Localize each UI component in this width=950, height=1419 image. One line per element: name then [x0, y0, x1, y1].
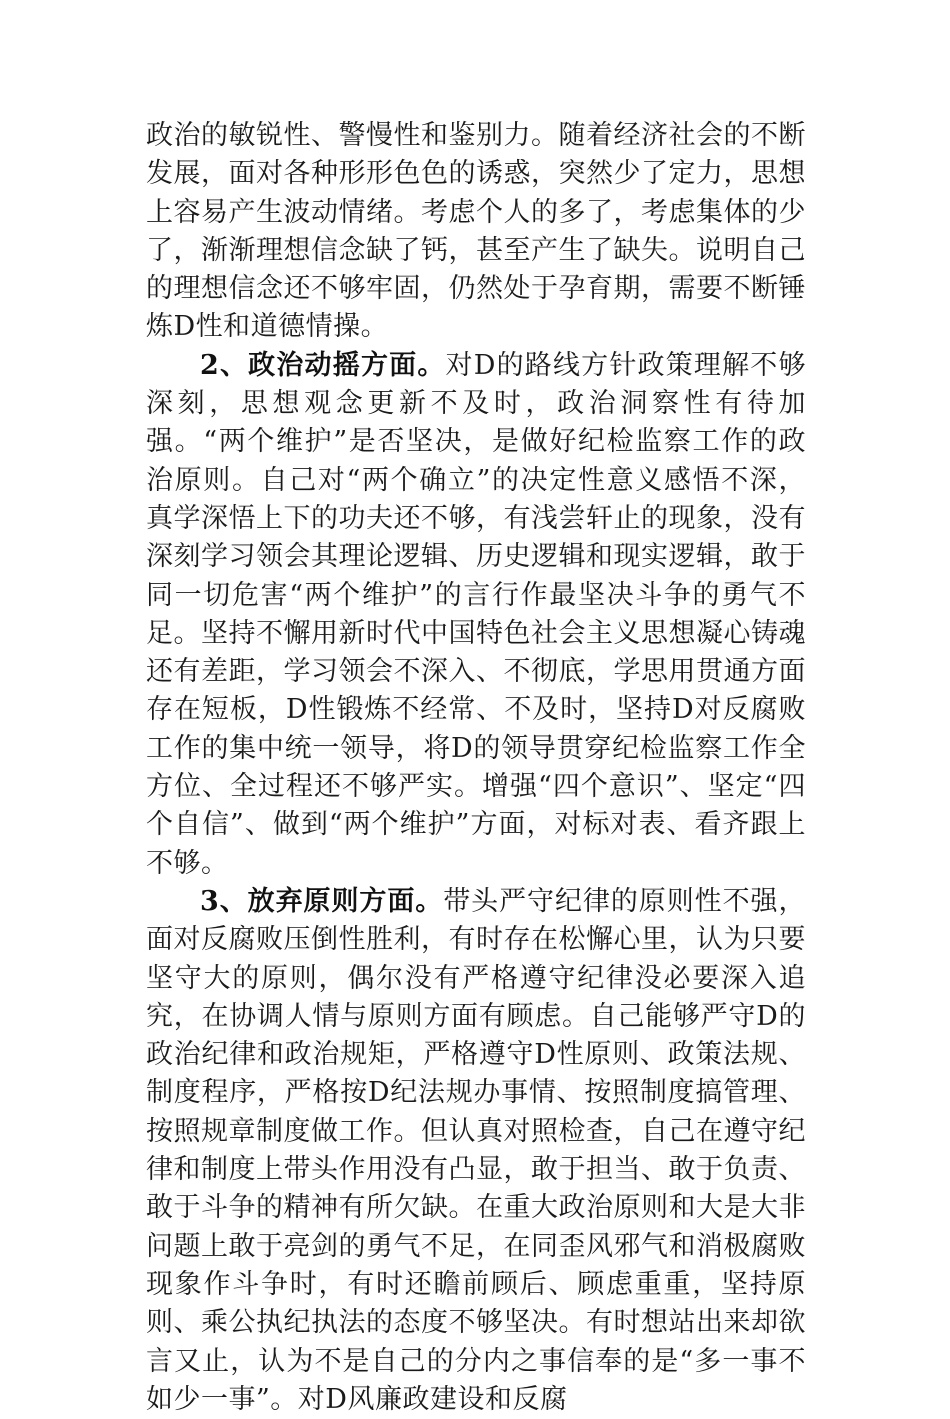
paragraph-continuation	[146, 117, 806, 347]
paragraph-body: 带头严守纪律的原则性不强，面对反腐败压倒性胜利，有时存在松懈心里，认为只要坚守大的原则，偶尔没有严格遵守纪律没必要深入追究，在协调人情与原则方面有顾虑。自己能够严守D的政治纪律和政治规矩，严格遵守D性原则、政策法规、制度程序，严格按D纪法规办事情、按照制度搞管理、按照规章制度做工作。但认真对照检查，自己在遵守纪律和制度上带头作用没有凸显，敢于担当、敢于负责、敢于斗争的精神有所欠缺。在重大政治原则和大是大非问题上敢于亮剑的勇气不足，在同歪风邪气和消极腐败现象作斗争时，有时还瞻前顾后、顾虑重重，坚持原则、乘公执纪执法的态度不够坚决。有时想站出来却欲言又止，认为不是自己的分内之事信奉的是“多一事不如少一事”。对D风廉政建设和反腐	[146, 885, 806, 1415]
paragraph-heading: 2、政治动摇方面。	[200, 349, 446, 381]
paragraph-abandon-principles	[146, 883, 806, 1419]
paragraph-heading: 3、放弃原则方面。	[200, 885, 444, 917]
document-body	[146, 117, 806, 1419]
paragraph-political-wavering	[146, 347, 806, 883]
paragraph-body: 对D的路线方针政策理解不够深刻，思想观念更新不及时，政治洞察性有待加强。“两个维护”是否坚决，是做好纪检监察工作的政治原则。自己对“两个确立”的决定性意义感悟不深，真学深悟上下的功夫还不够，有浅尝轩止的现象，没有深刻学习领会其理论逻辑、历史逻辑和现实逻辑，敢于同一切危害“两个维护”的言行作最坚决斗争的勇气不足。坚持不懈用新时代中国特色社会主义思想凝心铸魂还有差距，学习领会不深入、不彻底，学思用贯通方面存在短板，D性锻炼不经常、不及时，坚持D对反腐败工作的集中统一领导，将D的领导贯穿纪检监察工作全方位、全过程还不够严实。增强“四个意识”、坚定“四个自信”、做到“两个维护”方面，对标对表、看齐跟上不够。	[146, 349, 806, 879]
paragraph-body: 政治的敏锐性、警慢性和鉴别力。随着经济社会的不断发展，面对各种形形色色的诱惑，突然少了定力，思想上容易产生波动情绪。考虑个人的多了，考虑集体的少了，渐渐理想信念缺了钙，甚至产生了缺失。说明自己的理想信念还不够牢固，仍然处于孕育期，需要不断锤炼D性和道德情操。	[146, 120, 806, 343]
